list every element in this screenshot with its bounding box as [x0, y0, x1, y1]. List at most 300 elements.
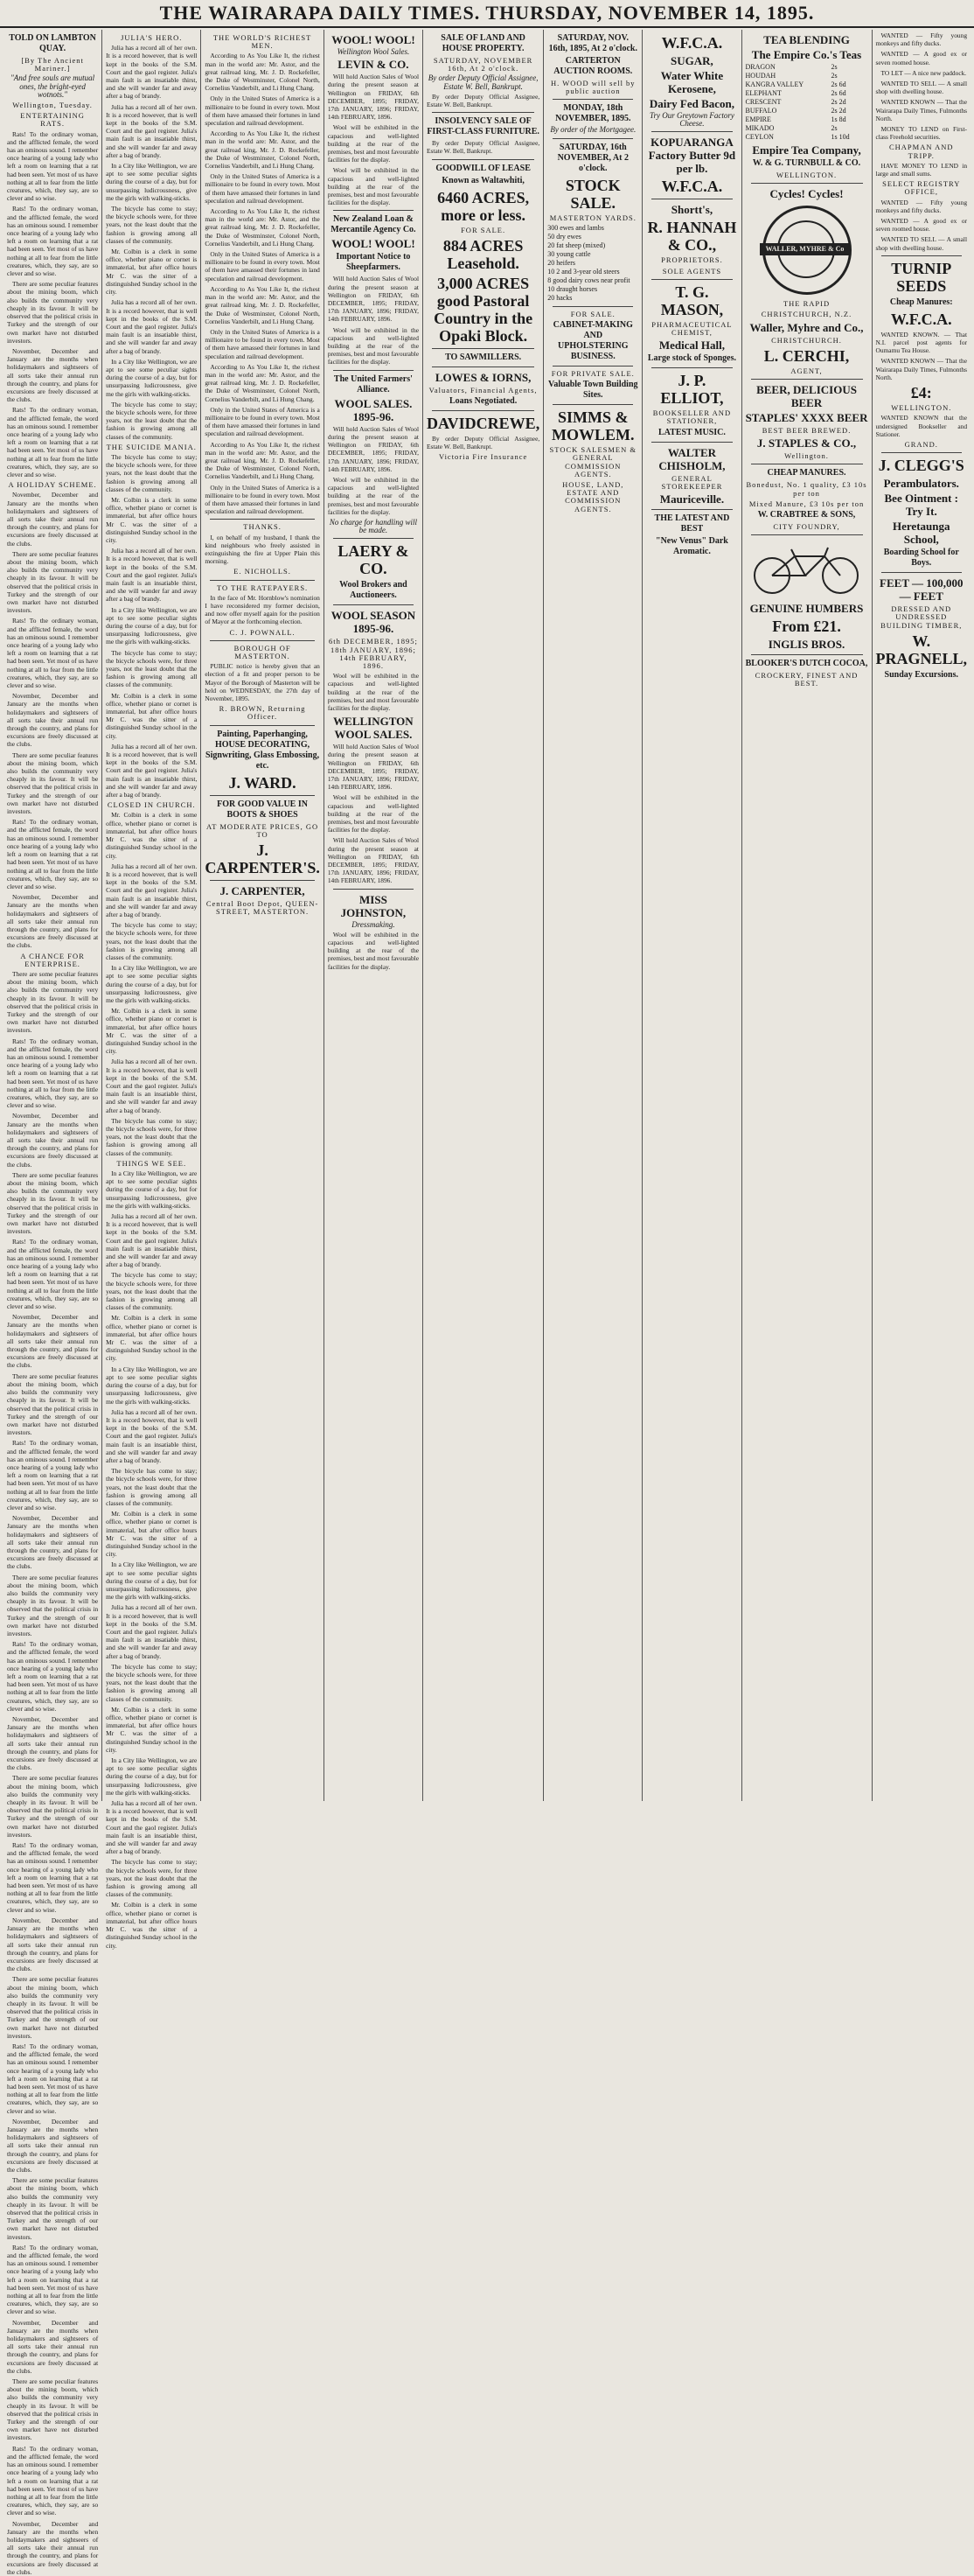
article-paragraph: In a City like Wellington, we are apt to see some peculiar sights during the course of a day, but for unsurpassing ludicrousness, give me the girls with walking-sticks.: [106, 605, 198, 646]
notice-heading: BOROUGH OF MASTERTON.: [233, 643, 291, 661]
ad-subheading: CITY FOUNDRY,: [773, 522, 840, 532]
ad-feature: 3,000 ACRES good Pastoral Country in the Opaki Block.: [434, 274, 533, 345]
list-item: 30 young cattle: [547, 249, 591, 258]
column-2: [102, 30, 201, 1950]
ad-subheading: WELLINGTON.: [891, 403, 952, 413]
ad-name: WALTER CHISHOLM,: [658, 445, 726, 472]
ad-subheading: HOUSE, LAND, ESTATE AND COMMISSION AGENTS.: [562, 480, 624, 513]
ad-heading: THE LATEST AND BEST: [654, 513, 730, 534]
article-paragraph: According to As You Like It, the richest man in the world are: Mr. Astor, and the great railroad king, Mr. J. D. Rockefeller, the Duke of Westminster, Colonel North, Cornelius Vanderbilt, and Li Hung Chang.: [205, 207, 320, 248]
article-paragraph: Rats! To the ordinary woman, and the afflicted female, the word has an ominous sound. I remember once hearing of a young lady who left a room on learning that a rat had been seen. Yet most of us have nothing at all to fear from the little creatures, which, they say, are so clever and so wise.: [7, 1037, 99, 1110]
ad-subheading: Important Notice to Sheepfarmers.: [336, 252, 411, 273]
notice-signature: C. J. POWNALL.: [229, 627, 296, 637]
ad-feature: Mauriceville.: [659, 492, 725, 506]
article-paragraph: November, December and January are the months when holidaymakers and sightseers of all sorts take their annual run through the country, and plans for excursions are freely discussed at the clubs.: [7, 1313, 99, 1370]
divider: [751, 534, 863, 535]
ad-body: Wool will be exhibited in the capacious and well-lighted building at the rear of the premises, best and most favourable facilities for the display.: [327, 166, 419, 207]
ad-heading: New Zealand Loan & Mercantile Agency Co.: [330, 214, 416, 235]
article-heading: THE WORLD'S RICHEST MEN.: [212, 33, 312, 51]
ad-body: Wool will be exhibited in the capacious and well-lighted building at the rear of the premises, best and most favourable facilities for the display.: [327, 672, 419, 712]
article-paragraph: Julia has a record all of her own. It is a record however, that is well kept in the books of the S.M. Court and the gaol register. Julia's main fault is an insatiable thirst, and she will wander far and away after a bag of brandy.: [106, 1058, 198, 1114]
ad-heading: TEA BLENDING: [763, 33, 850, 46]
ad-subheading: Valuators, Financial Agents,: [428, 385, 538, 394]
divider: [210, 640, 315, 641]
ad-name: Shortt's,: [671, 203, 713, 217]
ad-heading: Sunday Excursions.: [884, 669, 958, 680]
divider: [210, 519, 315, 520]
ad-name: J. CARPENTER,: [219, 884, 305, 898]
article-paragraph: According to As You Like It, the richest man in the world are: Mr. Astor, and the great railroad king, Mr. J. D. Rockefeller, the Duke of Westminster, Colonel North, Cornelius Vanderbilt, and Li Hung Chang.: [205, 440, 320, 481]
ad-subheading: PHARMACEUTICAL CHEMIST,: [651, 319, 733, 338]
ad-name: J. CLEGG'S: [878, 457, 964, 475]
ad-body: Wool will be exhibited in the capacious and well-lighted building at the rear of the premises, best and most favourable facilities for the display.: [327, 325, 419, 367]
page-columns: [3, 30, 971, 2576]
table-row: [746, 115, 868, 124]
classified-ad: WANTED — A good ex or seven roomed house.: [875, 217, 968, 234]
article-paragraph: Rats! To the ordinary woman, and the afflicted female, the word has an ominous sound. I remember once hearing of a young lady who left a room on learning that a rat had been seen. Yet most of us have nothing at all to fear from the little creatures, which, they say, are so clever and so wise.: [7, 1439, 99, 1511]
article-paragraph: There are some peculiar features about the mining boom, which also builds the community very cheaply in its favour. It will be observed that the political crisis in Turkey and the strength of our own market have not disturbed investors.: [7, 1170, 99, 1236]
article-paragraph: Mr. Colbin is a clerk in some office, whether piano or cornet is immaterial, but after office hours Mr C. was the sitter of a distinguished Sunday school in the city.: [106, 1314, 198, 1363]
article-heading: JULIA'S HERO.: [121, 33, 183, 42]
ad-heading: WOOL! WOOL!: [331, 237, 415, 251]
article-byline: [By The Ancient Mariner.]: [21, 56, 84, 73]
list-item: 10 2 and 3-year old steers: [547, 267, 620, 276]
ad-heading: Bee Ointment : Try It.: [884, 492, 958, 519]
tea-price: 2s 6d: [831, 80, 846, 88]
article-paragraph: The bicycle has come to stay; the bicycle schools were, for three years, not the least doubt that the fashion is growing among all classes of the community.: [106, 1271, 198, 1312]
divider: [751, 183, 863, 184]
ad-subheading: CARTERTON AUCTION ROOMS.: [553, 56, 633, 76]
article-paragraph: The bicycle has come to stay; the bicycle schools were, for three years, not the least doubt that the fashion is growing among all classes of the community.: [106, 205, 198, 245]
ad-subheading: BEST BEER BREWED.: [762, 426, 852, 436]
article-paragraph: Rats! To the ordinary woman, and the afflicted female, the word has an ominous sound. I remember once hearing of a young lady who left a room on learning that a rat had been seen. Yet most of us have nothing at all to fear from the little creatures, which, they say, are so clever and so wise.: [7, 2042, 99, 2115]
article-paragraph: Rats! To the ordinary woman, and the afflicted female, the word has an ominous sound. I remember once hearing of a young lady who left a room on learning that a rat had been seen. Yet most of us have nothing at all to fear from the little creatures, which, they say, are so clever and so wise.: [7, 2444, 99, 2517]
article-paragraph: According to As You Like It, the richest man in the world are: Mr. Astor, and the great railroad king, Mr. J. D. Rockefeller, the Duke of Westminster, Colonel North, Cornelius Vanderbilt, and Li Hung Chang.: [205, 129, 320, 171]
column-3: [201, 30, 324, 1801]
ad-name: W. CRABTREE & SONS,: [757, 510, 856, 520]
divider: [432, 159, 534, 160]
ad-feature: KOPUARANGA Factory Butter 9d per lb.: [648, 136, 736, 176]
article-paragraph: There are some peculiar features about the mining boom, which also builds the community very cheaply in its favour. It will be observed that the political crisis in Turkey and the strength of our own market have not disturbed investors.: [7, 549, 99, 615]
article-paragraph: Rats! To the ordinary woman, and the afflicted female, the word has an ominous sound. I remember once hearing of a young lady who left a room on learning that a rat had been seen. Yet most of us have nothing at all to fear from the little creatures, which, they say, are so clever and so wise.: [7, 1841, 99, 1914]
ad-name: W. PRAGNELL,: [875, 632, 968, 667]
article-paragraph: According to As You Like It, the richest man in the world are: Mr. Astor, and the great railroad king, Mr. J. D. Rockefeller, the Duke of Westminster, Colonel North, Cornelius Vanderbilt, and Li Hung Chang.: [205, 284, 320, 325]
article-paragraph: Only in the United States of America is a millionaire to be found in every town. Most of them have amassed their fortunes in land speculation and railroad development.: [205, 94, 320, 128]
notice-heading: THANKS.: [243, 522, 282, 532]
ad-subheading: Dressmaking.: [351, 919, 395, 929]
ad-name: LEVIN & CO.: [337, 58, 409, 72]
tea-name: HOUDAH: [745, 72, 776, 80]
list-item: 20 heifers: [547, 258, 575, 267]
ad-heading: Painting, Paperhanging, HOUSE DECORATING, Signwriting, Glass Embossing, etc.: [205, 729, 320, 771]
article-paragraph: In a City like Wellington, we are apt to see some peculiar sights during the course of a day, but for unsurpassing ludicrousness, give me the girls with walking-sticks.: [106, 1560, 198, 1602]
ad-name: LOWES & IORNS,: [435, 370, 532, 384]
ad-subheading: Wool Brokers and Auctioneers.: [339, 580, 407, 601]
ad-subheading: Wellington Wool Sales.: [337, 47, 410, 56]
article-paragraph: There are some peculiar features about the mining boom, which also builds the community very cheaply in its favour. It will be observed that the political crisis in Turkey and the strength of our own market have not disturbed investors.: [7, 1573, 99, 1637]
classified-ad: WANTED KNOWN that the undersigned Bookseller and Stationer.: [875, 414, 968, 438]
ad-name: J. P. ELLIOT,: [660, 372, 724, 408]
classified-ad: WANTED KNOWN — That the Wairarapa Daily Times, Fulmonths North.: [875, 357, 968, 381]
ad-heading: Valuable Town Building Sites.: [548, 380, 638, 401]
ad-heading: WELLINGTON WOOL SALES.: [333, 715, 414, 742]
table-row: [746, 72, 868, 80]
article-paragraph: Rats! To the ordinary woman, and the afflicted female, the word has an ominous sound. I remember once hearing of a young lady who left a room on learning that a rat had been seen. Yet most of us have nothing at all to fear from the little creatures, which, they say, are so clever and so wise.: [7, 617, 99, 690]
tea-name: MIKADO: [745, 124, 775, 132]
ad-name: W.F.C.A.: [890, 310, 952, 328]
divider: [210, 795, 315, 796]
ad-subheading: SOLE AGENTS: [662, 266, 722, 276]
ad-heading: SELECT REGISTRY OFFICE,: [882, 179, 961, 197]
ad-body: Will hold Auction Sales of Wool during the present season at Wellington on FRIDAY, 6th DECEMBER, 1895; FRIDAY, 17th JANUARY, 1896; FRIDAY, 14th FEBRUARY, 1896.: [327, 275, 419, 324]
ad-subheading: FOR PRIVATE SALE.: [551, 369, 635, 379]
ad-subheading: GENERAL STOREKEEPER: [661, 473, 723, 491]
ad-body: Will hold Auction Sales of Wool during the present season at Wellington on FRIDAY, 6th DECEMBER, 1895; FRIDAY, 17th JANUARY, 1896; FRIDAY, 14th FEBRUARY, 1896.: [327, 836, 419, 885]
ad-heading: SATURDAY, NOV. 16th, 1895, At 2 o'clock.: [548, 33, 637, 53]
list-item: 8 good dairy cows near profit: [547, 276, 630, 284]
classified-ad: WANTED KNOWN. — That N.I. parcel post agents for Oumamu Tea House.: [875, 330, 968, 355]
ad-heading: The United Farmers' Alliance.: [333, 373, 413, 394]
article-paragraph: There are some peculiar features about the mining boom, which also builds the community very cheaply in its favour. It will be observed that the political crisis in Turkey and the strength of our own market have not disturbed investors.: [7, 280, 99, 345]
divider: [432, 410, 534, 411]
ad-name: MISS JOHNSTON,: [340, 892, 407, 919]
column-6: [544, 30, 643, 1801]
notice-body: In the face of Mr. Hornblow's nomination I have reconsidered my former decision, and now offer myself again for the position of Mayor at the forthcoming election.: [205, 593, 320, 626]
tea-name: ELEPHANT: [745, 89, 782, 97]
ad-heading: BLOOKER'S DUTCH COCOA,: [745, 659, 868, 669]
article-paragraph: The bicycle has come to stay; the bicycle schools were, for three years, not the least doubt that the fashion is growing among all classes of the community.: [106, 1467, 198, 1507]
article-paragraph: Julia has a record all of her own. It is a record however, that is well kept in the books of the S.M. Court and the gaol register. Julia's main fault is an insatiable thirst, and she will wander far and away after a bag of brandy.: [106, 742, 198, 799]
ad-body: Will hold Auction Sales of Wool during the present season at Wellington on FRIDAY, 6th DECEMBER, 1895; FRIDAY, 17th JANUARY, 1896; FRIDAY, 14th FEBRUARY, 1896.: [327, 73, 419, 122]
ad-feature: SUGAR,: [671, 54, 713, 67]
ad-subheading: WELLINGTON.: [776, 171, 838, 179]
ad-subheading: MASTERTON YARDS.: [549, 213, 637, 222]
article-paragraph: Rats! To the ordinary woman, and the afflicted female, the word has an ominous sound. I remember once hearing of a young lady who left a room on learning that a rat had been seen. Yet most of us have nothing at all to fear from the little creatures, which, they say, are so clever and so wise.: [7, 2243, 99, 2316]
article-paragraph: Julia has a record all of her own. It is a record however, that is well kept in the books of the S.M. Court and the gaol register. Julia's main fault is an insatiable thirst, and she will wander far and away after a bag of brandy.: [106, 547, 198, 604]
list-item: 300 ewes and lambs: [547, 223, 604, 232]
classified-ad: WANTED TO SELL — A small shop with dwelling house.: [875, 80, 968, 96]
ad-name: W. & G. TURNBULL & CO.: [752, 158, 861, 168]
article-paragraph: November, December and January are the months when holidaymakers and sightseers of all sorts take their annual run through the country, and plans for excursions are freely discussed at the clubs.: [7, 893, 99, 950]
article-paragraph: Mr. Colbin is a clerk in some office, whether piano or cornet is immaterial, but after office hours Mr C. was the sitter of a distinguished Sunday school in the city.: [106, 1510, 198, 1559]
table-row: [746, 80, 868, 89]
divider: [553, 366, 633, 367]
article-paragraph: November, December and January are the months when holidaymakers and sightseers of all sorts take their annual run through the country, and plans for excursions are freely discussed at the clubs.: [7, 491, 99, 548]
divider: [333, 210, 414, 211]
classified-ad: HAVE MONEY TO LEND in large and small sums.: [875, 161, 968, 178]
ad-body: By order Deputy Official Assignee, Estate W. Bell, Bankrupt.: [427, 139, 540, 156]
ad-subheading: AT MODERATE PRICES, GO TO: [206, 821, 319, 839]
ad-heading: Perambulators.: [883, 477, 959, 491]
ad-heading: FOR GOOD VALUE IN BOOTS & SHOES: [217, 799, 308, 820]
article-paragraph: November, December and January are the months when holidaymakers and sightseers of all sorts take their annual run through the country, and plans for excursions are freely discussed at the clubs.: [7, 1112, 99, 1169]
divider: [333, 889, 414, 890]
ad-feature: 6460 ACRES, more or less.: [437, 188, 530, 224]
article-paragraph: Julia has a record all of her own. It is a record however, that is well kept in the books of the S.M. Court and the gaol register. Julia's main fault is an insatiable thirst, and she will wander far and away after a bag of brandy.: [106, 102, 198, 159]
seal-top-text: THE RAPID: [783, 299, 831, 309]
divider: [651, 509, 732, 510]
article-paragraph: November, December and January are the months when holidaymakers and sightseers of all sorts take their annual run through the country, and plans for excursions are freely discussed at the clubs.: [7, 2117, 99, 2174]
section-heading: ENTERTAINING RATS.: [20, 111, 85, 129]
ad-subheading: Boarding School for Boys.: [883, 548, 959, 569]
divider: [881, 452, 963, 453]
ad-heading: WOOL SALES. 1895-96.: [334, 396, 413, 423]
ad-body: Wool will be exhibited in the capacious and well-lighted building at the rear of the premises, best and most favourable facilities for the display.: [327, 930, 419, 971]
ad-name: R. HANNAH & CO.,: [647, 219, 737, 255]
ad-feature: 884 ACRES Leasehold.: [442, 236, 524, 272]
ad-subheading: No charge for handling will be made.: [329, 517, 417, 535]
divider: [651, 131, 732, 132]
classified-ad: WANTED — Fifty young monkeys and fifty ducks.: [875, 198, 968, 214]
article-paragraph: Rats! To the ordinary woman, and the afflicted female, the word has an ominous sound. I remember once hearing of a young lady who left a room on learning that a rat had been seen. Yet most of us have nothing at all to fear from the little creatures, which, they say, are so clever and so wise.: [7, 818, 99, 890]
divider: [333, 538, 414, 539]
divider: [751, 654, 863, 655]
tea-name: EMPIRE: [745, 115, 771, 123]
ad-price: Bonedust, No. 1 quality, £3 10s per ton: [746, 480, 867, 498]
ad-heading: STOCK SALE.: [565, 176, 621, 212]
column-8: [742, 30, 873, 1801]
ad-subheading: GRAND.: [904, 439, 938, 449]
notice-signature: R. BROWN, Returning Officer.: [219, 704, 306, 722]
article-paragraph: The bicycle has come to stay; the bicycle schools were, for three years, not the least doubt that the fashion is growing among all classes of the community.: [106, 1858, 198, 1899]
divider: [333, 604, 414, 605]
ad-body: Wool will be exhibited in the capacious and well-lighted building at the rear of the premises, best and most favourable facilities for the display.: [327, 123, 419, 164]
article-paragraph: The bicycle has come to stay; the bicycle schools were, for three years, not the least doubt that the fashion is growing among all classes of the community.: [106, 452, 198, 493]
divider: [432, 112, 534, 113]
article-paragraph: Only in the United States of America is a millionaire to be found in every town. Most of them have amassed their fortunes in land speculation and railroad development.: [205, 250, 320, 283]
article-paragraph: There are some peculiar features about the mining boom, which also builds the community very cheaply in its favour. It will be observed that the political crisis in Turkey and the strength of our own market have not disturbed investors.: [7, 1975, 99, 2040]
ad-name: Waller, Myhre and Co.,: [749, 320, 864, 334]
ad-heading: GOODWILL OF LEASE: [435, 163, 531, 173]
article-paragraph: Julia has a record all of her own. It is a record however, that is well kept in the books of the S.M. Court and the gaol register. Julia's main fault is an insatiable thirst, and she will wander far and away after a bag of brandy.: [106, 1603, 198, 1660]
divider: [553, 306, 633, 307]
ad-heading: Cheap Manures:: [889, 297, 953, 307]
section-heading: A HOLIDAY SCHEME.: [8, 480, 97, 490]
article-paragraph: Mr. Colbin is a clerk in some office, whether piano or cornet is immaterial, but after office hours Mr C. was the sitter of a distinguished Sunday school in the city.: [106, 248, 198, 297]
ad-heading: Cycles! Cycles!: [769, 187, 844, 201]
article-paragraph: Only in the United States of America is a millionaire to be found in every town. Most of them have amassed their fortunes in land speculation and railroad development.: [205, 405, 320, 438]
ad-dates: SATURDAY, NOVEMBER 16th, At 2 o'clock.: [433, 56, 533, 73]
ad-body: By order Deputy Official Assignee, Estate W. Bell, Bankrupt.: [427, 435, 540, 451]
ad-price: From £21.: [772, 618, 841, 636]
article-paragraph: Mr. Colbin is a clerk in some office, whether piano or cornet is immaterial, but after office hours Mr C. was the sitter of a distinguished Sunday school in the city.: [106, 1705, 198, 1754]
table-row: [746, 107, 868, 115]
notice-heading: TO THE RATEPAYERS.: [216, 583, 309, 592]
article-paragraph: In a City like Wellington, we are apt to see some peculiar sights during the course of a day, but for unsurpassing ludicrousness, give me the girls with walking-sticks.: [106, 162, 198, 202]
article-paragraph: Mr. Colbin is a clerk in some office, whether piano or cornet is immaterial, but after office hours Mr C. was the sitter of a distinguished Sunday school in the city.: [106, 691, 198, 740]
tea-price: 2s 2d: [831, 107, 846, 115]
article-epigraph: "And free souls are mutual ones, the bright-eyed wotnots.": [10, 73, 95, 99]
ad-name: SIMMS & MOWLEM.: [552, 408, 635, 444]
ad-subheading: Known as Waltawhiti,: [442, 175, 525, 185]
article-paragraph: November, December and January are the months when holidaymakers and sightseers of all sorts take their annual run through the country, and plans for excursions are freely discussed at the clubs.: [7, 692, 99, 749]
tea-price: 2s: [831, 72, 838, 80]
column-1: [3, 30, 102, 2576]
ad-heading: INSOLVENCY SALE OF FIRST-CLASS FURNITURE.: [427, 116, 539, 137]
ad-subheading: CROCKERY, FINEST AND BEST.: [755, 671, 859, 688]
ad-heading: WOOL! WOOL!: [331, 33, 415, 46]
article-paragraph: November, December and January are the months when holidaymakers and sightseers of all sorts take their annual run through the country, and plans for excursions are freely discussed at the clubs.: [7, 2519, 99, 2576]
ad-heading: CABINET-MAKING AND UPHOLSTERING BUSINESS.: [553, 320, 633, 362]
ad-heading: SALE OF LAND AND HOUSE PROPERTY.: [441, 33, 525, 53]
tea-name: BUFFALO: [745, 107, 777, 115]
ad-feature: Try Our Greytown Factory Cheese.: [649, 111, 734, 129]
ad-body: Wool will be exhibited in the capacious and well-lighted building at the rear of the premises, best and most favourable facilities for the display.: [327, 793, 419, 834]
ad-name: J. STAPLES & CO.,: [756, 436, 857, 450]
ad-heading: SATURDAY, 16th NOVEMBER, At 2 o'clock.: [557, 142, 629, 173]
article-paragraph: There are some peculiar features about the mining boom, which also builds the community very cheaply in its favour. It will be observed that the political crisis in Turkey and the strength of our own market have not disturbed investors.: [7, 750, 99, 816]
ad-subheading: Wellington.: [784, 451, 829, 461]
article-paragraph: Rats! To the ordinary woman, and the afflicted female, the word has an ominous sound. I remember once hearing of a young lady who left a room on learning that a rat had been seen. Yet most of us have nothing at all to fear from the little creatures, which, they say, are so clever and so wise.: [7, 406, 99, 478]
stock-list: [547, 224, 638, 303]
divider: [432, 348, 534, 349]
table-row: [746, 98, 868, 107]
ad-subheading: Victoria Fire Insurance: [438, 452, 528, 462]
divider: [651, 279, 732, 280]
article-paragraph: According to As You Like It, the richest man in the world are: Mr. Astor, and the great railroad king, Mr. J. D. Rockefeller, the Duke of Westminster, Colonel North, Cornelius Vanderbilt, and Li Hung Chang.: [205, 362, 320, 403]
divider: [553, 404, 633, 405]
article-paragraph: Mr. Colbin is a clerk in some office, whether piano or cornet is immaterial, but after office hours Mr C. was the sitter of a distinguished Sunday school in the city.: [106, 495, 198, 544]
ad-feature: Medical Hall,: [658, 339, 725, 353]
ad-subheading: FOR SALE.: [570, 309, 616, 318]
ad-heading: GENUINE HUMBERS: [749, 602, 864, 616]
article-paragraph: There are some peculiar features about the mining boom, which also builds the community very cheaply in its favour. It will be observed that the political crisis in Turkey and the strength of our own market have not disturbed investors.: [7, 1774, 99, 1839]
divider: [210, 580, 315, 581]
article-paragraph: Julia has a record all of her own. It is a record however, that is well kept in the books of the S.M. Court and the gaol register. Julia's main fault is an insatiable thirst, and she will wander far and away after a bag of brandy.: [106, 1799, 198, 1856]
section-heading: THE SUICIDE MANIA.: [106, 442, 197, 451]
ad-price: Mixed Manure, £3 10s per ton: [748, 499, 865, 508]
ad-subheading: By order of the Mortgagee.: [550, 125, 637, 135]
classified-ad: WANTED — Fifty young monkeys and fifty ducks.: [875, 31, 968, 48]
bicycle-illustration: [746, 541, 868, 597]
ad-subheading: STOCK SALESMEN & GENERAL COMMISSION AGENTS.: [549, 445, 637, 478]
notice-body: PUBLIC notice is hereby given that an election of a fit and proper person to be Mayor of the Borough of Masterton will be held on WEDNESDAY, the 27th day of November, 1895.: [205, 662, 320, 703]
divider: [333, 370, 414, 371]
article-paragraph: There are some peculiar features about the mining boom, which also builds the community very cheaply in its favour. It will be observed that the political crisis in Turkey and the strength of our own market have not disturbed investors.: [7, 2176, 99, 2241]
table-row: [746, 133, 868, 142]
ad-subheading: CHRISTCHURCH.: [771, 335, 842, 345]
ad-heading: STAPLES' XXXX BEER: [745, 411, 868, 425]
article-paragraph: There are some peculiar features about the mining boom, which also builds the community very cheaply in its favour. It will be observed that the political crisis in Turkey and the strength of our own market have not disturbed investors.: [7, 969, 99, 1035]
ad-heading: MONDAY, 18th NOVEMBER, 1895.: [555, 103, 631, 124]
article-paragraph: The bicycle has come to stay; the bicycle schools were, for three years, not the least doubt that the fashion is growing among all classes of the community.: [106, 400, 198, 441]
tea-price-list: [746, 63, 868, 142]
article-paragraph: November, December and January are the months when holidaymakers and sightseers of all sorts take their annual run through the country, and plans for excursions are freely discussed at the clubs.: [7, 1514, 99, 1571]
ad-subheading: AGENT,: [790, 366, 823, 375]
column-7: [643, 30, 741, 1801]
classified-ad: WANTED TO SELL — A small shop with dwelling house.: [875, 235, 968, 252]
ad-name: LAERY & CO.: [337, 542, 409, 578]
classified-ad: WANTED — A good ex or seven roomed house.: [875, 50, 968, 66]
ad-heading: TURNIP SEEDS: [891, 259, 952, 295]
ad-name: INGLIS BROS.: [768, 638, 845, 652]
tea-price: 1s 8d: [831, 115, 846, 123]
article-paragraph: Mr. Colbin is a clerk in some office, whether piano or cornet is immaterial, but after office hours Mr C. was the sitter of a distinguished Sunday school in the city.: [106, 1007, 198, 1056]
ad-name: Heretaunga School,: [893, 520, 950, 547]
ad-name: J. CARPENTER'S.: [205, 841, 320, 877]
divider: [553, 99, 633, 100]
ad-body: By order Deputy Official Assignee, Estate W. Bell, Bankrupt.: [427, 92, 540, 109]
ad-price: £4:: [910, 384, 932, 402]
classified-ad: TO LET — A nice new paddock.: [880, 68, 967, 77]
ad-name: T. G. MASON,: [660, 283, 724, 318]
rapid-cycle-seal: [762, 206, 852, 295]
article-paragraph: According to As You Like It, the richest man in the world are: Mr. Astor, and the great railroad king, Mr. J. D. Rockefeller, the Duke of Westminster, Colonel North, Cornelius Vanderbilt, and Li Hung Chang.: [205, 52, 320, 93]
ad-dates: 6th DECEMBER, 1895; 18th JANUARY, 1896; 14th FEBRUARY, 1896.: [328, 637, 418, 670]
article-paragraph: In a City like Wellington, we are apt to see some peculiar sights during the course of a day, but for unsurpassing ludicrousness, give me the girls with walking-sticks.: [106, 1365, 198, 1406]
list-item: 20 hacks: [547, 293, 573, 302]
article-paragraph: The bicycle has come to stay; the bicycle schools were, for three years, not the least doubt that the fashion is growing among all classes of the community.: [106, 921, 198, 961]
ad-feature: LATEST MUSIC.: [658, 427, 726, 437]
divider: [210, 880, 315, 881]
divider: [651, 442, 732, 443]
ad-body: Will hold Auction Sales of Wool during the present season at Wellington on FRIDAY, 6th DECEMBER, 1895; FRIDAY, 17th JANUARY, 1896; FRIDAY, 14th FEBRUARY, 1896.: [327, 743, 419, 792]
ad-heading: BEER, DELICIOUS BEER: [756, 383, 857, 410]
ad-body: Wool will be exhibited in the capacious and well-lighted building at the rear of the premises, best and most favourable facilities for the display.: [327, 475, 419, 516]
article-paragraph: In a City like Wellington, we are apt to see some peculiar sights during the course of a day, but for unsurpassing ludicrousness, give me the girls with walking-sticks.: [106, 357, 198, 398]
tea-name: CRESCENT: [745, 98, 782, 106]
divider: [881, 255, 963, 256]
article-paragraph: Mr. Colbin is a clerk in some office, whether piano or cornet is immaterial, but after office hours Mr C. was the sitter of a distinguished Sunday school in the city.: [106, 811, 198, 860]
seal-band: WALLER, MYHRE & Co: [760, 243, 851, 255]
ad-heading: The Empire Co.'s Teas: [751, 48, 862, 61]
column-9: [873, 30, 971, 1801]
ad-name: Empire Tea Company,: [752, 143, 861, 157]
article-paragraph: There are some peculiar features about the mining boom, which also builds the community very cheaply in its favour. It will be observed that the political crisis in Turkey and the strength of our own market have not disturbed investors.: [7, 2377, 99, 2442]
article-paragraph: Julia has a record all of her own. It is a record however, that is well kept in the books of the S.M. Court and the gaol register. Julia's main fault is an insatiable thirst, and she will wander far and away after a bag of brandy.: [106, 44, 198, 101]
seal-bottom-text: CHRISTCHURCH, N.Z.: [761, 310, 852, 319]
ad-name: J. WARD.: [228, 773, 296, 792]
ad-body: Will hold Auction Sales of Wool during the present season at Wellington on FRIDAY, 6th DECEMBER, 1895; FRIDAY, 17th JANUARY, 1896; FRIDAY, 14th FEBRUARY, 1896.: [327, 424, 419, 473]
tea-price: 2s: [831, 124, 838, 132]
tea-price: 2s 2d: [831, 98, 846, 106]
tea-price: 2s: [831, 63, 838, 71]
article-paragraph: November, December and January are the months when holidaymakers and sightseers of all sorts take their annual run through the country, and plans for excursions are freely discussed at the clubs.: [7, 346, 99, 404]
ad-subheading: PROPRIETORS.: [661, 255, 723, 265]
section-heading: A CHANCE FOR ENTERPRISE.: [20, 951, 85, 968]
article-paragraph: In a City like Wellington, we are apt to see some peculiar sights during the course of a day, but for unsurpassing ludicrousness, give me the girls with walking-sticks.: [106, 1169, 198, 1210]
column-4: [324, 30, 423, 1801]
notice-body: I, on behalf of my husband, I thank the kind neighbours who freely assisted in extinguishing the fire at Upper Plain this morning.: [205, 533, 320, 566]
article-paragraph: Rats! To the ordinary woman, and the afflicted female, the word has an ominous sound. I remember once hearing of a young lady who left a room on learning that a rat had been seen. Yet most of us have nothing at all to fear from the little creatures, which, they say, are so clever and so wise.: [7, 129, 99, 203]
ad-feature: Large stock of Sponges.: [647, 353, 736, 364]
classified-ad: WANTED KNOWN — That the Wairarapa Daily Times, Fulmonths North.: [875, 98, 968, 122]
section-heading: CLOSED IN CHURCH.: [107, 800, 196, 810]
article-heading: TOLD ON LAMBTON QUAY.: [9, 33, 96, 53]
article-paragraph: Julia has a record all of her own. It is a record however, that is well kept in the books of the S.M. Court and the gaol register. Julia's main fault is an insatiable thirst, and she will wander far and away after a bag of brandy.: [106, 862, 198, 918]
classified-ad: MONEY TO LEND on First-class Freehold securities.: [875, 125, 968, 142]
list-item: 10 draught horses: [547, 284, 598, 293]
article-paragraph: There are some peculiar features about the mining boom, which also builds the community very cheaply in its favour. It will be observed that the political crisis in Turkey and the strength of our own market have not disturbed investors.: [7, 1372, 99, 1437]
article-paragraph: In a City like Wellington, we are apt to see some peculiar sights during the course of a day, but for unsurpassing ludicrousness, give me the girls with walking-sticks.: [106, 964, 198, 1004]
article-paragraph: Only in the United States of America is a millionaire to be found in every town. Most of them have amassed their fortunes in land speculation and railroad development.: [205, 172, 320, 205]
ad-subheading: H. WOOD will sell by public auction: [550, 79, 636, 96]
divider: [881, 572, 963, 573]
tea-name: CEYLON: [745, 133, 774, 141]
article-dateline: Wellington, Tuesday.: [12, 101, 93, 110]
article-paragraph: The bicycle has come to stay; the bicycle schools were, for three years, not the least doubt that the fashion is growing among all classes of the community.: [106, 1116, 198, 1157]
divider: [751, 379, 863, 380]
article-paragraph: November, December and January are the months when holidaymakers and sightseers of all sorts take their annual run through the country, and plans for excursions are freely discussed at the clubs.: [7, 1715, 99, 1772]
table-row: [746, 63, 868, 72]
table-row: [746, 89, 868, 98]
article-paragraph: The bicycle has come to stay; the bicycle schools were, for three years, not the least doubt that the fashion is growing among all classes of the community.: [106, 648, 198, 689]
ad-feature: Water White Kerosene,: [660, 69, 724, 95]
ad-name: W.F.C.A.: [661, 178, 723, 196]
article-paragraph: Rats! To the ordinary woman, and the afflicted female, the word has an ominous sound. I remember once hearing of a young lady who left a room on learning that a rat had been seen. Yet most of us have nothing at all to fear from the little creatures, which, they say, are so clever and so wise.: [7, 1238, 99, 1311]
article-paragraph: The bicycle has come to stay; the bicycle schools were, for three years, not the least doubt that the fashion is growing among all classes of the community.: [106, 1662, 198, 1703]
ad-subheading: By order Deputy Official Assignee, Estate W. Bell, Bankrupt.: [428, 73, 539, 91]
